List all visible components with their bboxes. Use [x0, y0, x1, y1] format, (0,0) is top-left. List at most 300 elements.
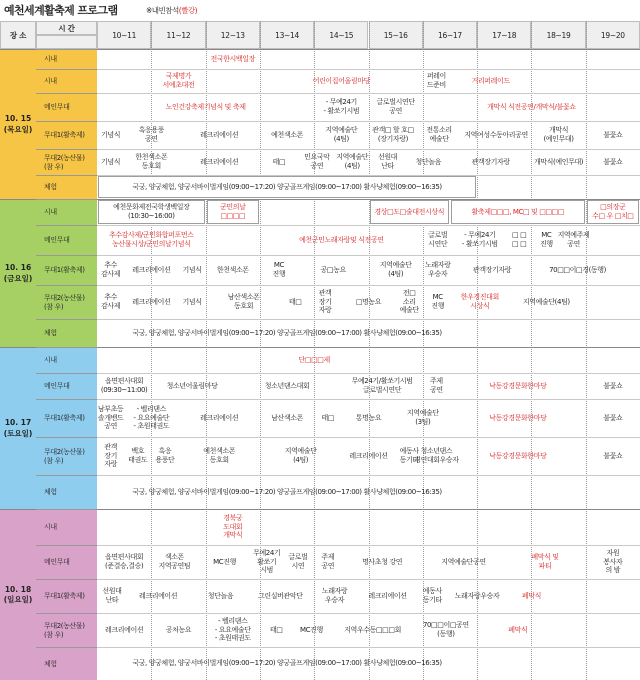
- event-cell: [98, 476, 476, 508]
- event-cell: [397, 400, 449, 436]
- event-cell: [424, 70, 449, 92]
- venue-label: [36, 149, 97, 175]
- event-text: □ □: [512, 240, 527, 248]
- event-text: 남부초등: [97, 404, 124, 413]
- event-text: 지역예술단(4팀): [522, 297, 570, 306]
- event-cell: [508, 286, 585, 318]
- event-text: MC: [273, 261, 284, 270]
- event-cell: [424, 94, 639, 120]
- day-date: 10. 18: [4, 584, 32, 594]
- time-slot-header: [151, 21, 205, 49]
- day-weekday: (일요일): [3, 595, 33, 604]
- time-slot-header: [531, 21, 585, 49]
- event-cell: [152, 546, 196, 578]
- event-text: 동기타: [399, 456, 419, 464]
- event-cell: [98, 438, 123, 474]
- event-cell: [454, 286, 506, 318]
- event-text: 태□: [269, 625, 283, 634]
- event-text: 경연대회우승자: [414, 456, 459, 464]
- event-text: (동행): [437, 630, 455, 638]
- day-label: [0, 49, 36, 199]
- event-text: 남산색소폰: [271, 413, 303, 422]
- event-text: 난타: [105, 596, 119, 604]
- venue-label-line: 시내: [44, 55, 57, 64]
- venue-label-line: 무대1(활축제): [44, 131, 85, 140]
- event-text: 흑응: [158, 447, 172, 456]
- event-cell: [125, 150, 177, 174]
- event-text: 기념식: [101, 130, 121, 139]
- event-cell: [128, 580, 188, 612]
- event-cell: [179, 122, 258, 148]
- event-cell: [261, 70, 422, 92]
- event-cell: [152, 70, 204, 92]
- event-text: 레크리에이션: [132, 265, 171, 274]
- event-text: 레크리에이션: [368, 591, 407, 600]
- event-text: 색소폰: [164, 553, 184, 562]
- event-cell: [283, 546, 314, 578]
- event-text: 지역예술단: [325, 126, 358, 135]
- event-cell: [299, 256, 368, 284]
- event-cell: [587, 438, 639, 474]
- venue-label-line: (참 우): [44, 162, 64, 171]
- event-text: 봉사자: [603, 557, 623, 566]
- event-text: - 무예24기: [464, 231, 496, 240]
- venue-label: [36, 545, 97, 579]
- event-text: (4팀): [388, 270, 404, 278]
- event-text: 청소년댄스: [420, 447, 453, 456]
- venue-label: [36, 121, 97, 149]
- event-text: 관객: [104, 442, 117, 451]
- event-text: 지역우수동□□□회: [344, 625, 401, 634]
- event-cell: [342, 400, 394, 436]
- event-cell: [478, 614, 557, 646]
- event-text: 레크리에이션: [138, 591, 178, 600]
- event-text: 레크리에이션: [105, 625, 144, 634]
- event-cell: [253, 546, 281, 578]
- event-text: 민요국악: [304, 153, 330, 162]
- guest-note-text: ※내빈참석: [146, 6, 179, 15]
- event-text: 읍면편사대회: [105, 553, 144, 562]
- venue-label-line: 시내: [44, 77, 57, 86]
- event-cell: [454, 256, 531, 284]
- event-text: 시연: [291, 562, 305, 570]
- event-text: 통명농요: [355, 413, 382, 422]
- event-text: 지역여성수동아리공연: [464, 130, 528, 139]
- event-text: 불꽃쇼: [603, 381, 623, 390]
- event-text: 낙동강경문화한마당: [489, 413, 547, 422]
- event-text: MC진행: [213, 557, 237, 566]
- event-cell: [557, 226, 590, 254]
- event-text: 난타: [381, 162, 394, 170]
- event-cell: [587, 200, 639, 224]
- event-cell: [261, 226, 422, 254]
- event-text: 우승자: [428, 270, 448, 278]
- event-cell: [234, 374, 341, 398]
- venue-label: [36, 69, 97, 93]
- event-text: 수□ 우 □치□: [592, 212, 634, 220]
- event-text: 시연단: [428, 240, 448, 248]
- event-text: - 무예24기: [325, 98, 357, 107]
- header-blank: [36, 35, 97, 49]
- event-cell: [416, 580, 449, 612]
- event-cell: [98, 374, 150, 398]
- time-slot-label: 15~16: [383, 30, 408, 40]
- venue-label-line: 시내: [44, 356, 57, 365]
- event-text: 공처농요: [165, 625, 192, 634]
- event-text: 자랑: [104, 460, 117, 469]
- event-text: 자랑: [318, 306, 332, 315]
- event-text: 무예24기: [253, 548, 281, 557]
- event-text: (10:30~16:00): [128, 212, 175, 220]
- venue-label-line: 체험: [44, 659, 57, 668]
- event-text: 장기: [318, 297, 332, 306]
- event-text: 공연: [430, 386, 443, 394]
- event-cell: [370, 94, 422, 120]
- venue-label-line: 체험: [44, 183, 57, 192]
- event-text: 레크리에이션: [132, 297, 171, 306]
- event-cell: [532, 226, 560, 254]
- venue-label-line: 시내: [44, 523, 57, 532]
- event-text: 국궁, 양궁체험, 양궁서바이벌게임(09:00~17:20) 양궁골프게임(09:00~17:00) 활사냥체험(09:00~16:35): [132, 659, 442, 668]
- event-cell: [98, 150, 123, 174]
- event-cell: [315, 122, 367, 148]
- event-cell: [414, 438, 459, 474]
- event-cell: [261, 348, 368, 372]
- event-text: 진행: [431, 302, 445, 310]
- event-cell: [125, 438, 150, 474]
- event-cell: [451, 438, 585, 474]
- day-date: 10. 15: [4, 114, 32, 123]
- event-cell: [98, 256, 123, 284]
- event-text: □명농요: [355, 297, 382, 306]
- event-text: 관객장기자랑: [471, 157, 510, 166]
- event-cell: [152, 374, 231, 398]
- event-cell: [508, 226, 530, 254]
- event-cell: [179, 150, 258, 174]
- event-text: 공연: [144, 135, 158, 143]
- event-text: 공연: [567, 240, 580, 248]
- event-cell: [125, 400, 177, 436]
- event-text: 공연: [389, 107, 403, 115]
- event-text: 폐막식: [508, 625, 528, 634]
- event-cell: [532, 122, 584, 148]
- event-text: 남산색소폰: [227, 293, 260, 302]
- time-slot-header: [314, 21, 368, 49]
- event-text: 읍면편사대회: [105, 377, 144, 386]
- event-cell: [451, 70, 530, 92]
- venue-label-line: 무대1(활축제): [44, 266, 85, 275]
- event-text: 지역예주제: [557, 231, 590, 240]
- event-cell: [424, 256, 452, 284]
- event-text: 동호회: [234, 302, 254, 310]
- time-slot-header: [260, 21, 314, 49]
- event-text: 예천군민노래자랑및 식전공연: [299, 235, 384, 244]
- event-cell: [261, 122, 313, 148]
- time-slot-header: [477, 21, 531, 49]
- event-text: 폐막식: [521, 591, 541, 600]
- event-text: 지역예술단공연: [441, 557, 486, 566]
- event-text: 불꽃쇼: [603, 413, 623, 422]
- event-text: 청소년어울림마당: [166, 381, 218, 390]
- time-slot-label: 19~20: [600, 30, 625, 40]
- venue-label-line: 무대2(농산물): [44, 293, 85, 302]
- event-text: □ □: [512, 231, 527, 240]
- event-cell: [342, 374, 421, 398]
- event-text: 개막식: [223, 531, 243, 540]
- event-text: 예천색소폰: [203, 447, 236, 456]
- event-text: 공□농요: [320, 265, 346, 274]
- event-cell: [179, 438, 258, 474]
- venue-label-line: 메인무대: [44, 103, 70, 112]
- event-cell: [370, 200, 449, 224]
- event-cell: [98, 580, 126, 612]
- time-slot-header: [586, 21, 640, 49]
- event-text: 한천색소폰: [216, 265, 249, 274]
- event-cell: [179, 256, 204, 284]
- event-cell: [315, 94, 367, 120]
- event-text: 서예초대전: [162, 81, 195, 89]
- event-cell: [98, 400, 123, 436]
- venue-label-line: 체험: [44, 488, 57, 497]
- event-text: (4팀): [293, 456, 309, 464]
- event-text: 노인건강축제기념식 및 축제: [165, 102, 246, 111]
- event-text: 70□□이□공연: [422, 621, 469, 630]
- event-text: 동기타: [422, 596, 442, 604]
- event-text: 관객: [318, 288, 332, 297]
- event-text: 솔개밴드: [97, 413, 124, 422]
- event-cell: [98, 122, 123, 148]
- event-text: 국제명가: [165, 72, 192, 81]
- venue-label-line: 메인무대: [44, 236, 70, 245]
- event-cell: [424, 286, 452, 318]
- event-cell: [98, 176, 476, 198]
- day-weekday: (토요일): [3, 428, 33, 438]
- event-text: 주제: [321, 553, 335, 562]
- event-cell: [152, 438, 177, 474]
- event-cell: [331, 614, 413, 646]
- event-text: 농산물시상/군민의날기념식: [112, 240, 191, 248]
- event-text: 단□□□제: [298, 355, 330, 364]
- event-text: 글로벌시연단: [362, 386, 402, 394]
- event-text: 시상식: [470, 302, 490, 310]
- event-cell: [370, 150, 406, 174]
- event-text: 드준비: [426, 81, 446, 89]
- event-text: 개막식(예인무대): [533, 157, 584, 166]
- event-text: (3팀): [415, 418, 431, 426]
- event-cell: [152, 614, 204, 646]
- event-text: 폐막식 및: [531, 553, 559, 562]
- event-cell: [424, 374, 449, 398]
- venue-label: [36, 175, 97, 199]
- event-text: 개막식 식전공연/개막식/불꽃쇼: [487, 102, 576, 111]
- event-cell: [451, 580, 503, 612]
- event-text: 용풍단: [155, 456, 175, 464]
- time-header-label: 시 간: [58, 23, 75, 33]
- event-text: 노래자랑: [321, 587, 348, 596]
- event-cell: [261, 614, 292, 646]
- venue-label-line: 체험: [44, 329, 57, 338]
- event-text: 국궁, 양궁체험, 양궁서바이벌게임(09:00~17:20) 양궁골프게임(09:00~17:00) 활사냥체험(09:00~16:35): [132, 182, 442, 191]
- event-text: 태□: [321, 413, 335, 422]
- event-cell: [337, 150, 368, 174]
- time-slot-label: 18~19: [546, 30, 571, 40]
- event-text: 청소년댄스대회: [264, 381, 310, 390]
- venue-label: [36, 199, 97, 225]
- time-slot-header: [206, 21, 260, 49]
- event-text: 공연: [104, 422, 117, 431]
- event-cell: [342, 438, 394, 474]
- event-text: 낙동강경문화한마당: [489, 381, 547, 390]
- event-cell: [207, 200, 259, 224]
- event-text: - 요요예술단: [133, 413, 170, 422]
- venue-label: [36, 647, 97, 680]
- event-text: 감사제: [101, 302, 121, 310]
- event-text: 진행: [539, 240, 553, 248]
- event-cell: [207, 510, 259, 544]
- event-text: 기념식: [182, 297, 202, 306]
- event-text: 태권도: [128, 456, 148, 464]
- event-cell: [98, 546, 150, 578]
- event-text: 한우경진대회: [460, 293, 499, 302]
- event-text: 소리: [402, 297, 416, 306]
- event-text: 글로벌: [428, 231, 448, 240]
- event-text: 동호회: [141, 162, 161, 170]
- event-cell: [299, 150, 335, 174]
- event-text: 노래자랑: [425, 261, 451, 270]
- event-text: (장기자랑): [377, 135, 408, 143]
- time-slot-label: 14~15: [329, 30, 354, 40]
- event-text: (예인무대): [543, 135, 574, 143]
- event-cell: [190, 580, 250, 612]
- event-cell: [451, 150, 530, 174]
- event-text: 의 밤: [605, 566, 621, 575]
- event-cell: [315, 400, 340, 436]
- event-cell: [532, 150, 584, 174]
- event-text: - 요요예술단: [214, 625, 251, 634]
- event-text: 선원대: [377, 153, 398, 162]
- venue-label-line: 시내: [44, 208, 57, 217]
- event-cell: [532, 256, 622, 284]
- event-text: 기념식: [182, 265, 202, 274]
- event-text: 경상□도□술대전시상식: [374, 207, 445, 216]
- event-text: 전국한시백일장: [210, 54, 256, 63]
- day-label: [0, 509, 36, 680]
- event-cell: [98, 94, 313, 120]
- event-text: MC: [541, 231, 552, 240]
- event-text: 개막식: [548, 126, 569, 135]
- event-text: MC진행: [300, 625, 323, 634]
- venue-label-line: 무대2(농산물): [44, 153, 85, 162]
- venue-label-line: 무대2(농산물): [44, 621, 85, 630]
- event-text: 추수감사제/군민화합퍼포먼스: [108, 231, 194, 240]
- event-text: 지역예술단: [406, 409, 439, 418]
- event-cell: [361, 580, 413, 612]
- event-cell: [416, 614, 476, 646]
- event-text: 공연: [321, 562, 335, 570]
- event-text: 태□: [272, 157, 286, 166]
- event-text: 주제: [430, 377, 443, 386]
- event-text: - 초원태권도: [133, 422, 170, 431]
- event-text: 전통소리: [426, 126, 452, 135]
- event-cell: [451, 374, 585, 398]
- event-cell: [179, 286, 204, 318]
- venue-label: [36, 285, 97, 319]
- venue-label: [36, 347, 97, 373]
- event-text: 거리퍼레이드: [471, 76, 510, 85]
- event-text: 그린실버관악단: [257, 591, 303, 600]
- event-text: 예천문화제전국학생백일장: [113, 203, 190, 212]
- event-cell: [207, 256, 259, 284]
- event-cell: [179, 400, 258, 436]
- event-text: 예술단: [429, 135, 449, 143]
- event-cell: [342, 286, 394, 318]
- event-text: 활쏘기: [257, 557, 277, 566]
- event-text: 한천색소폰: [135, 153, 168, 162]
- venue-label: [36, 509, 97, 545]
- event-text: 불꽃쇼: [603, 130, 623, 139]
- event-cell: [98, 200, 205, 224]
- event-text: (4팀): [333, 135, 349, 143]
- event-text: - 벨리댄스: [218, 616, 248, 625]
- event-text: 추수: [104, 261, 117, 270]
- event-text: 지역예술단: [379, 261, 412, 270]
- venue-label-line: 메인무대: [44, 382, 70, 391]
- event-cell: [125, 256, 177, 284]
- event-cell: [454, 226, 506, 254]
- time-slot-header: [369, 21, 423, 49]
- event-cell: [283, 286, 308, 318]
- event-text: 예동사: [422, 587, 442, 596]
- event-cell: [587, 374, 639, 398]
- event-text: (4팀): [344, 162, 360, 170]
- guest-note-red: (빨강): [178, 6, 198, 15]
- venue-label-line: 무대1(활축제): [44, 592, 85, 601]
- event-cell: [505, 546, 584, 578]
- place-header: [0, 21, 36, 49]
- event-cell: [98, 614, 150, 646]
- venue-label: [36, 255, 97, 285]
- event-cell: [125, 286, 177, 318]
- event-cell: [587, 546, 639, 578]
- event-text: 공연: [310, 162, 324, 170]
- event-text: 동호회: [209, 456, 229, 464]
- time-slot-header: [423, 21, 477, 49]
- event-text: MC: [432, 293, 443, 302]
- event-text: 자원: [606, 548, 620, 557]
- venue-label: [36, 225, 97, 255]
- event-text: 레크리에이션: [200, 130, 239, 139]
- event-cell: [397, 286, 422, 318]
- day-label: [0, 347, 36, 509]
- event-text: 노래자랑우승자: [454, 591, 500, 600]
- event-cell: [293, 614, 329, 646]
- event-text: □의장군: [600, 203, 626, 212]
- event-text: 낙동강경문화한마당: [489, 451, 547, 460]
- event-text: 무예24기/활쏘기시범: [351, 377, 413, 386]
- time-slot-label: 10~11: [112, 30, 137, 40]
- event-cell: [98, 286, 123, 318]
- event-text: 불꽃쇼: [603, 157, 623, 166]
- event-cell: [125, 122, 177, 148]
- event-text: 활축제□□□, MC□ 및 □□□□: [471, 207, 565, 216]
- event-text: 청단놀음: [207, 591, 234, 600]
- event-cell: [418, 122, 459, 148]
- event-cell: [424, 546, 503, 578]
- event-cell: [587, 150, 639, 174]
- event-text: 예술단: [399, 306, 419, 315]
- time-slot-label: 11~12: [166, 30, 191, 40]
- event-text: 국궁, 양궁체험, 양궁서바이벌게임(09:00~17:20) 양궁골프게임(09:00~17:00) 활사냥체험(09:00~16:35): [132, 328, 442, 337]
